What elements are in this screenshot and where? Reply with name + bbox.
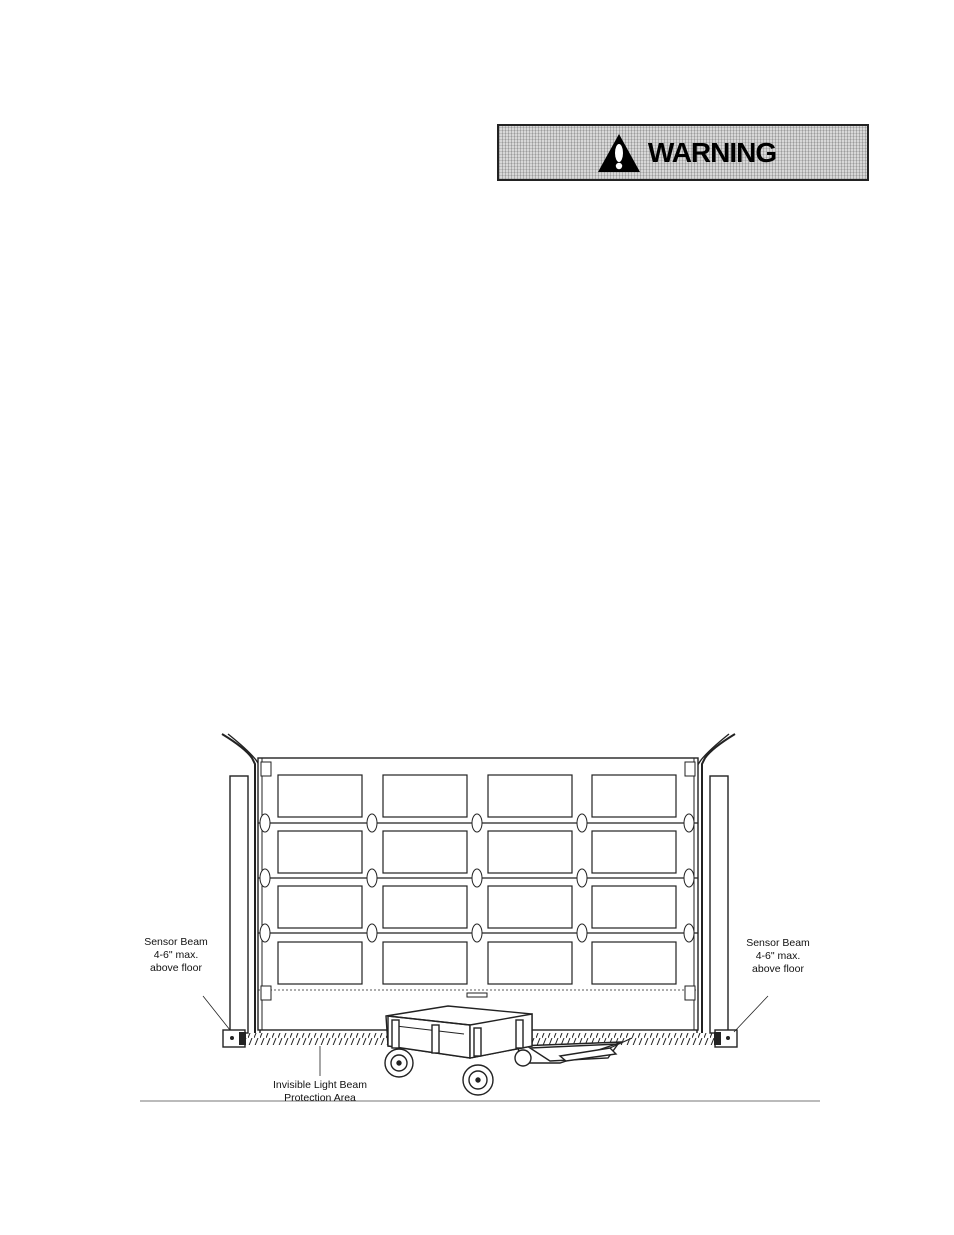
- left-safety-sensor: [223, 1030, 246, 1047]
- right-door-track: [697, 734, 735, 1033]
- warning-banner: [497, 124, 869, 181]
- left-sensor-callout: Sensor Beam 4-6" max. above floor: [144, 936, 208, 974]
- right-safety-sensor: [714, 1030, 737, 1047]
- beam-area-callout: Invisible Light Beam Protection Area: [273, 1079, 367, 1104]
- warning-label: WARNING: [647, 136, 777, 168]
- left-door-track: [222, 734, 260, 1033]
- garage-door-illustration: [140, 728, 820, 1108]
- right-sensor-callout: Sensor Beam 4-6" max. above floor: [746, 937, 810, 975]
- door-handle: [467, 993, 487, 997]
- door-drawing: [140, 728, 820, 1108]
- warning-triangle-icon: [596, 132, 642, 174]
